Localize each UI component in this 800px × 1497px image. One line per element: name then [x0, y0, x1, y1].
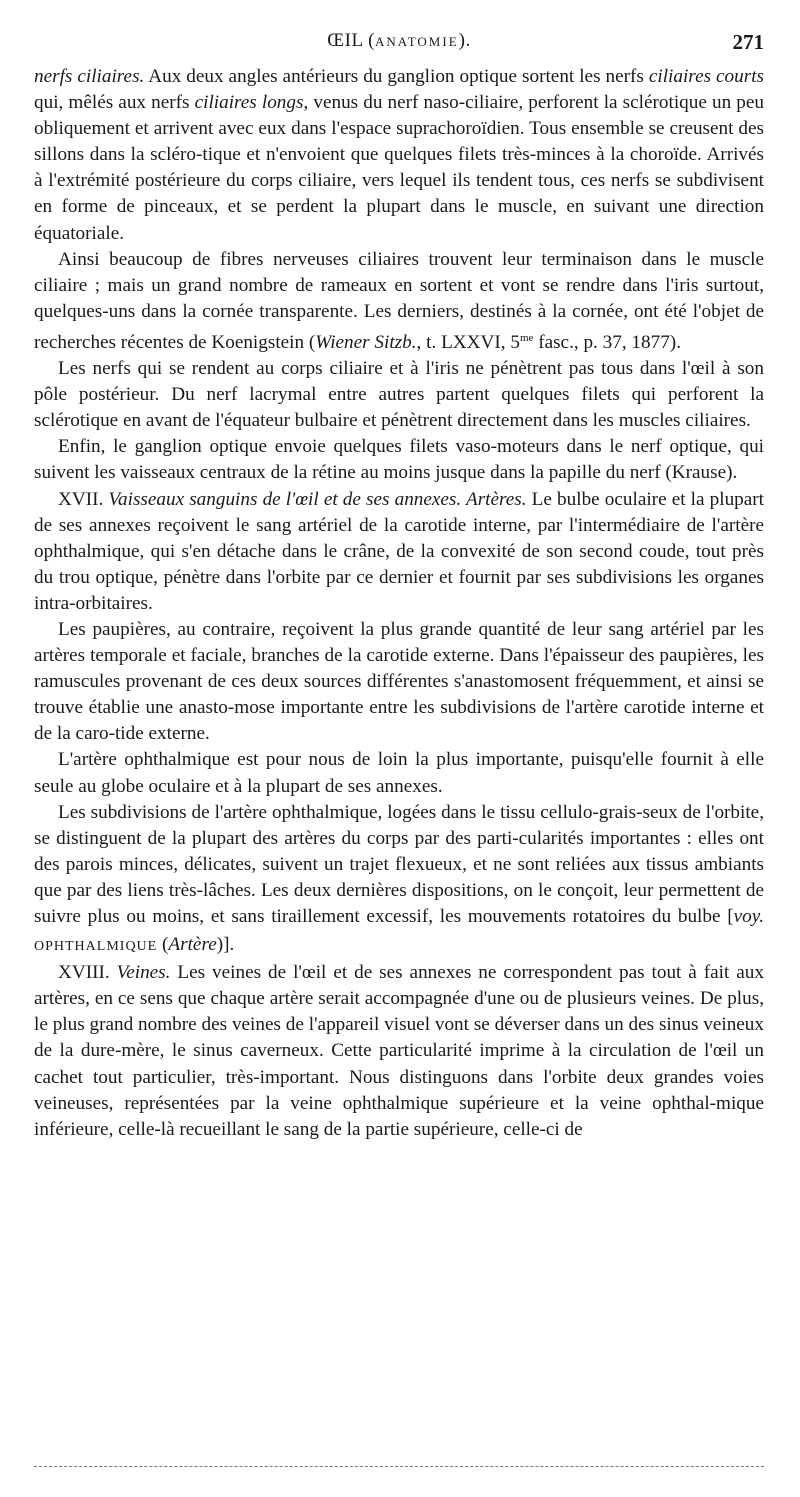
text-run: Enfin, le ganglion optique envoie quelques filets vaso-moteurs dans le nerf optique, qui suivent les vaisseaux centraux de la rétine au moins jusque dans la papille du nerf (Krause).	[34, 436, 764, 484]
running-title-paren-open: (	[362, 30, 375, 51]
text-run: , t. LXXVI, 5	[416, 331, 520, 353]
running-title	[34, 30, 764, 52]
paragraph	[34, 64, 764, 247]
italic-text: Vaisseaux sanguins de l'œil et de ses annexes. Artères.	[108, 488, 527, 510]
paragraph	[34, 800, 764, 961]
text-run: (	[157, 934, 169, 956]
italic-text: voy.	[733, 906, 764, 927]
text-run: fasc., p. 37, 1877).	[533, 331, 681, 353]
italic-text: nerfs ciliaires.	[34, 66, 145, 87]
text-run: XVII.	[58, 488, 109, 510]
body-text	[34, 64, 764, 1143]
paragraph	[34, 617, 764, 747]
paragraph	[34, 356, 764, 434]
text-run: L'artère ophthalmique est pour nous de loin la plus importante, puisqu'elle fournit à elle seule au globe oculaire et à la plupart de ses annexes.	[34, 749, 764, 797]
paragraph	[34, 487, 764, 617]
text-run: qui, mêlés aux nerfs	[34, 92, 195, 114]
italic-text: Artère	[168, 934, 217, 956]
text-run: Les veines de l'œil et de ses annexes ne correspondent pas tout à fait aux artères, en ce sens que chaque artère serait accompagnée d'une ou de plusieurs veines. De plus, le plus grand nombre des veines de l'appareil visuel vont se déverser dans un des sinus veineux de la dure-mère, le sinus caverneux. Cette particularité imprime à la circulation de l'œil un cachet tout particulier, très-important. Nous distinguons dans l'orbite deux grandes voies veineuses, représentées par la veine ophthalmique supérieure et la veine ophthal-mique inférieure, celle-là recueillant le sang de la partie supérieure, celle-ci de	[34, 962, 764, 1140]
paragraph	[34, 960, 764, 1143]
paragraph	[34, 747, 764, 799]
text-run: Le bulbe oculaire et la plupart de ses annexes reçoivent le sang artériel de la carotide interne, par l'intermédiaire de l'artère ophthalmique, qui s'en détache dans le crâne, de la convexité de son second coude, tout près du trou optique, pénètre dans l'orbite par ce dernier et fournit par ses subdivisions les organes intra-orbitaires.	[34, 488, 765, 614]
paragraph	[34, 434, 764, 486]
text-run: , venus du nerf naso-ciliaire, perforent la sclérotique un peu obliquement et arrivent avec eux dans l'espace suprachoroïdien. Tous ensemble se creusent des sillons dans la scléro-tique et n'envoient que quelques filets très-minces à la choroïde. Arrivés à l'extrémité postérieure du corps ciliaire, vers lequel ils tendent tous, ces nerfs se subdivisent en forme de pinceaux, et se perdent la plupart dans le muscle, en suivant une direction équatoriale.	[34, 92, 764, 244]
italic-text: ciliaires longs	[194, 92, 304, 114]
italic-text: ciliaires courts	[648, 66, 764, 87]
text-run: XVIII.	[58, 962, 117, 984]
text-run: Aux deux angles antérieurs du ganglion optique sortent les nerfs	[144, 66, 649, 87]
text-run: Les subdivisions de l'artère ophthalmique, logées dans le tissu cellulo-grais-seux de l'orbite, se distinguent de la plupart des artères du corps par des parti-cularités importantes : elles ont des parois minces, délicates, suivent un trajet flexueux, et ne sont reliées aux tissus ambiants que par des liens très-lâches. Les deux dernières dispositions, on le conçoit, leur permettent de suivre plus ou moins, et sans tiraillement excessif, les mouvements rotatoires du bulbe [	[34, 801, 764, 927]
text-run: )].	[216, 934, 235, 956]
running-title-paren-close: ).	[458, 30, 471, 51]
text-run: Ainsi beaucoup de fibres nerveuses ciliaires trouvent leur terminaison dans le muscle ciliaire ; mais un grand nombre de rameaux en sortent et vont se rendre dans l'iris surtout, quelques-uns dans la cornée transparente. Les derniers, destinés à la cornée, ont été l'objet de recherches récentes de Koenigstein (	[34, 248, 764, 353]
text-run: Les paupières, au contraire, reçoivent la plus grande quantité de leur sang artériel par les artères temporale et faciale, branches de la carotide externe. Dans l'épaisseur des paupières, les ramuscules provenant de ces deux sources différentes s'anastomosent fréquemment, et ainsi se trouve établie une anasto-mose importante entre les subdivisions de l'artère carotide interne et de la caro-tide externe.	[34, 618, 764, 745]
running-head	[34, 30, 764, 60]
italic-text: Wiener Sitzb.	[315, 331, 417, 353]
page-number: 271	[732, 30, 764, 54]
italic-text: Veines.	[116, 962, 171, 984]
small-caps-text: OPHTHALMIQUE	[34, 939, 158, 955]
bottom-rule	[34, 1466, 764, 1467]
text-run: Les nerfs qui se rendent au corps ciliaire et à l'iris ne pénètrent pas tous dans l'œil à son pôle postérieur. Du nerf lacrymal entre autres partent quelques filets qui perforent la sclérotique en avant de l'équateur bulbaire et pénètrent directement dans les muscles ciliaires.	[34, 358, 764, 432]
running-title-sub: ANATOMIE	[374, 34, 459, 49]
paragraph	[34, 247, 764, 356]
superscript-text: me	[519, 331, 534, 344]
running-title-main: ŒIL	[327, 30, 363, 51]
